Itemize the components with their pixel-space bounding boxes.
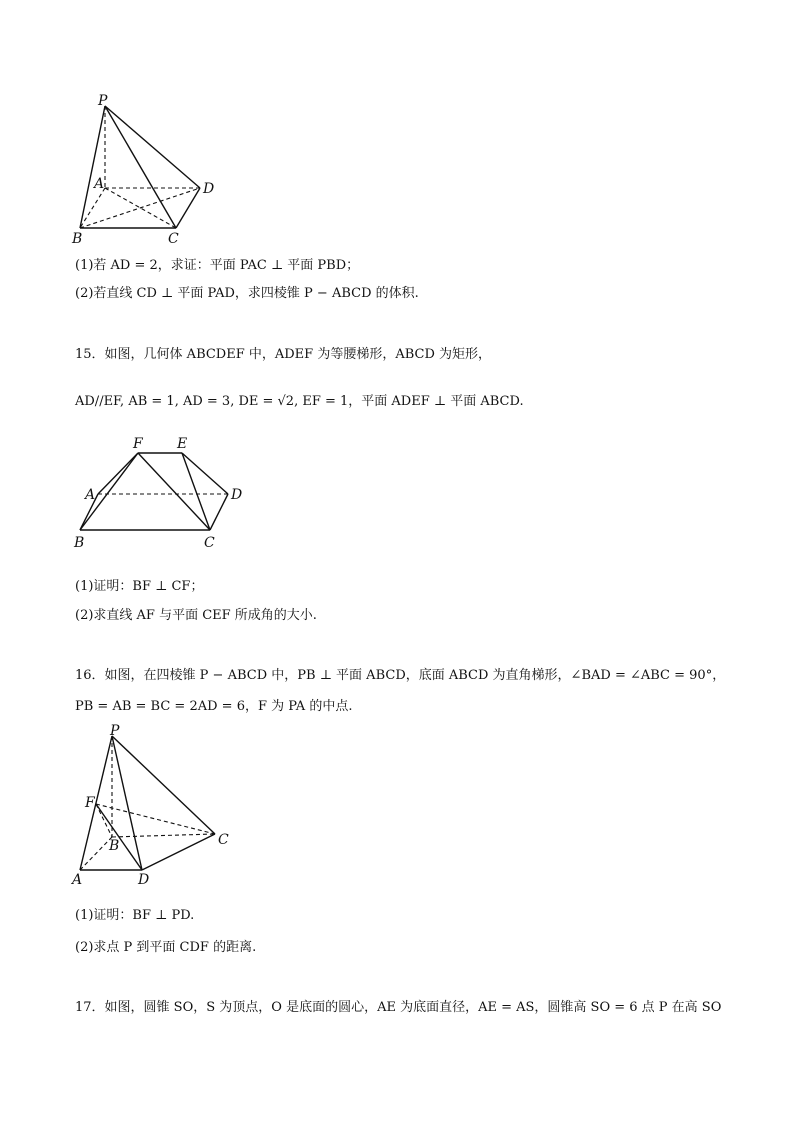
problem16-stem-line1: 16．如图，在四棱锥 P − ABCD 中，PB ⊥ 平面 ABCD，底面 ABCD 为直角梯形，∠BAD = ∠ABC = 90°， <box>75 668 726 683</box>
problem15-figure <box>70 432 260 554</box>
hidden-edge-ab <box>80 837 112 870</box>
problem16-question-1: (1)证明：BF ⊥ PD. <box>75 908 195 923</box>
label-p: P <box>110 723 120 739</box>
label-d: D <box>203 181 215 197</box>
problem14-question-1: (1)若 AD = 2，求证：平面 PAC ⊥ 平面 PBD； <box>75 258 360 273</box>
edge-cd <box>176 188 200 228</box>
label-e: E <box>177 436 188 452</box>
label-p: P <box>98 93 108 109</box>
label-b: B <box>109 838 120 854</box>
edge-pc <box>112 736 215 834</box>
edge-dc <box>210 494 228 530</box>
problem15-stem-line1: 15．如图，几何体 ABCDEF 中，ADEF 为等腰梯形，ABCD 为矩形， <box>75 347 492 362</box>
edge-pc <box>105 106 176 228</box>
label-a: A <box>94 176 105 192</box>
label-c: C <box>204 535 215 551</box>
label-f: F <box>133 436 143 452</box>
edge-dc <box>142 834 215 870</box>
label-c: C <box>168 231 179 247</box>
label-d: D <box>138 872 150 888</box>
edge-fc <box>138 453 210 530</box>
label-a: A <box>85 487 96 503</box>
problem14-question-2: (2)若直线 CD ⊥ 平面 PAD，求四棱锥 P − ABCD 的体积. <box>75 286 419 301</box>
problem16-figure <box>70 722 240 888</box>
problem15-question-2: (2)求直线 AF 与平面 CEF 所成角的大小. <box>75 608 317 623</box>
problem17-stem-line1: 17．如图，圆锥 SO，S 为顶点，O 是底面的圆心，AE 为底面直径，AE = AS，圆锥高 SO = 6 点 P 在高 SO <box>75 1000 722 1015</box>
problem16-question-2: (2)求点 P 到平面 CDF 的距离. <box>75 940 257 955</box>
hidden-edge-bc <box>112 834 215 837</box>
label-c: C <box>218 832 229 848</box>
label-a: A <box>72 872 83 888</box>
edge-fa <box>98 453 138 494</box>
hidden-diagonal-bd <box>80 188 200 228</box>
problem16-stem-line2: PB = AB = BC = 2AD = 6，F 为 PA 的中点. <box>75 699 353 714</box>
problem15-question-1: (1)证明：BF ⊥ CF； <box>75 579 204 594</box>
edge-pb <box>80 106 105 228</box>
edge-pd <box>105 106 200 188</box>
label-b: B <box>74 535 85 551</box>
label-b: B <box>72 231 83 247</box>
hidden-segment-bf <box>96 804 112 837</box>
problem15-stem-line2: AD//EF, AB = 1, AD = 3, DE = √2, EF = 1，平面 ADEF ⊥ 平面 ABCD. <box>75 394 524 409</box>
label-d: D <box>231 487 243 503</box>
problem14-figure <box>70 92 230 252</box>
label-f: F <box>85 795 95 811</box>
